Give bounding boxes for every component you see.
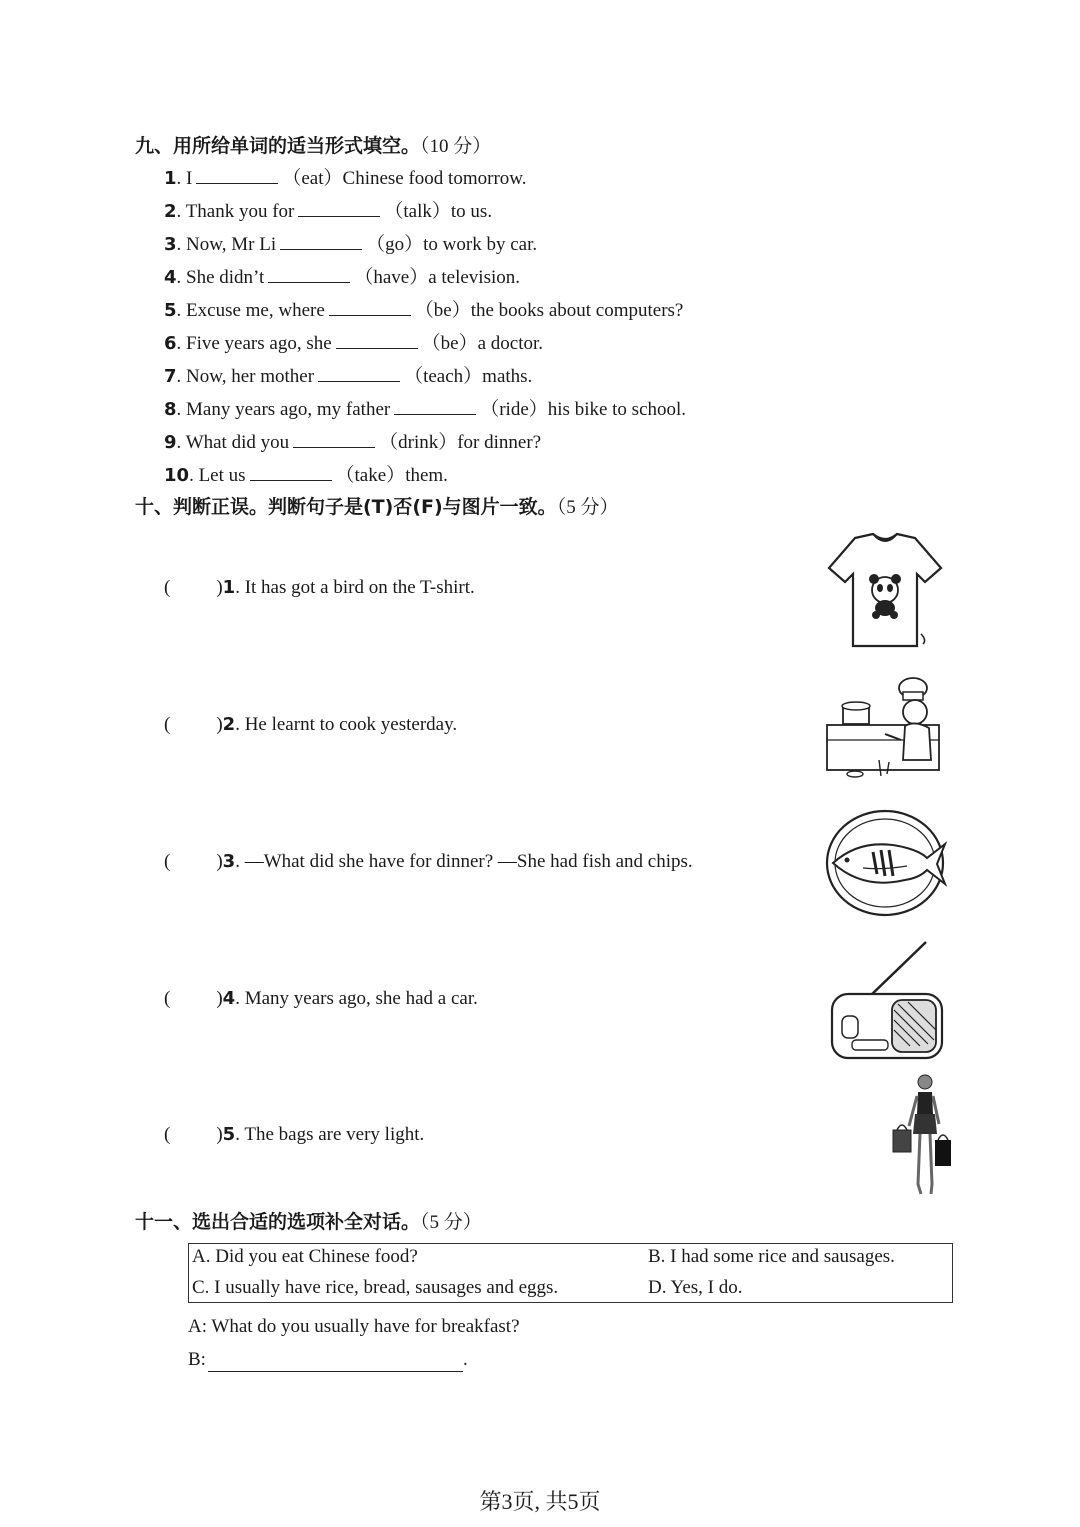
item-suffix-text: a doctor. bbox=[477, 333, 544, 354]
item-prefix-text: . She didn’t bbox=[176, 267, 265, 288]
item-suffix-text: maths. bbox=[482, 366, 533, 387]
answer-box[interactable] bbox=[170, 577, 216, 599]
paren-close: ) bbox=[216, 1124, 223, 1145]
fill-blank-item bbox=[164, 163, 527, 190]
true-false-item bbox=[164, 1124, 424, 1146]
item-number: 6 bbox=[164, 333, 177, 354]
fill-blank-item bbox=[164, 394, 686, 421]
option-d: D. Yes, I do. bbox=[648, 1277, 743, 1298]
true-false-item bbox=[164, 988, 478, 1010]
answer-box[interactable] bbox=[170, 714, 216, 736]
word-hint: （be） bbox=[421, 333, 478, 354]
dialog-b-prefix: B: bbox=[188, 1349, 206, 1370]
item-suffix-text: the books about computers? bbox=[470, 300, 684, 321]
item-suffix-text: his bike to school. bbox=[547, 399, 687, 420]
options-box bbox=[188, 1243, 953, 1303]
item-number: 5 bbox=[164, 300, 177, 321]
word-hint: （talk） bbox=[384, 201, 451, 222]
option-c: C. I usually have rice, bread, sausages and eggs. bbox=[192, 1277, 559, 1298]
statement-text: . He learnt to cook yesterday. bbox=[235, 714, 458, 735]
word-hint: （drink） bbox=[379, 432, 458, 453]
answer-blank[interactable] bbox=[293, 446, 375, 448]
word-hint: （have） bbox=[354, 267, 429, 288]
item-prefix-text: . Five years ago, she bbox=[176, 333, 332, 354]
woman-shopping-bags-icon bbox=[885, 1074, 955, 1200]
radio-icon bbox=[828, 940, 946, 1062]
panda-tshirt-icon bbox=[825, 530, 945, 652]
item-suffix-text: to us. bbox=[450, 201, 493, 222]
item-number: 8 bbox=[164, 399, 177, 420]
dialog-b-line bbox=[188, 1349, 468, 1372]
answer-blank[interactable] bbox=[394, 413, 476, 415]
item-number: 2 bbox=[164, 201, 177, 222]
paren-open: ( bbox=[164, 851, 171, 872]
true-false-item bbox=[164, 714, 457, 736]
answer-blank[interactable] bbox=[318, 380, 400, 382]
answer-box[interactable] bbox=[170, 851, 216, 873]
word-hint: （teach） bbox=[404, 366, 483, 387]
true-false-item bbox=[164, 577, 475, 599]
paren-open: ( bbox=[164, 1124, 171, 1145]
answer-blank[interactable] bbox=[280, 248, 362, 250]
item-suffix-text: to work by car. bbox=[423, 234, 538, 255]
item-suffix-text: them. bbox=[405, 465, 448, 486]
section-10-title bbox=[135, 492, 618, 519]
item-prefix-text: . Now, her mother bbox=[176, 366, 315, 387]
item-prefix-text: . Let us bbox=[189, 465, 246, 486]
cooking-boy-icon bbox=[825, 670, 945, 782]
fill-blank-item bbox=[164, 361, 532, 388]
word-hint: （take） bbox=[335, 465, 406, 486]
item-number: 10 bbox=[164, 465, 190, 486]
section-11-heading: 十一、选出合适的选项补全对话。 bbox=[135, 1211, 421, 1233]
section-10-score: （5 分） bbox=[556, 497, 619, 518]
word-hint: （ride） bbox=[480, 399, 548, 420]
item-number: 5 bbox=[222, 1124, 236, 1145]
item-number: 4 bbox=[164, 267, 177, 288]
answer-blank[interactable] bbox=[268, 281, 350, 283]
section-11-title bbox=[135, 1207, 482, 1234]
option-b: B. I had some rice and sausages. bbox=[648, 1246, 895, 1267]
item-prefix-text: . I bbox=[176, 168, 193, 189]
item-number: 7 bbox=[164, 366, 177, 387]
answer-box[interactable] bbox=[170, 1124, 216, 1146]
fill-blank-item bbox=[164, 328, 543, 355]
dialog-a-line: A: What do you usually have for breakfast? bbox=[188, 1316, 520, 1337]
statement-text: . Many years ago, she had a car. bbox=[235, 988, 478, 1009]
answer-blank[interactable] bbox=[250, 479, 332, 481]
word-hint: （go） bbox=[366, 234, 424, 255]
item-number: 3 bbox=[222, 851, 236, 872]
item-number: 2 bbox=[222, 714, 236, 735]
item-suffix-text: for dinner? bbox=[457, 432, 542, 453]
page-number: 第3页, 共5页 bbox=[479, 1489, 601, 1514]
fill-blank-item bbox=[164, 229, 537, 256]
section-9-score: （10 分） bbox=[420, 136, 492, 157]
item-prefix-text: . Excuse me, where bbox=[176, 300, 325, 321]
answer-blank[interactable] bbox=[196, 182, 278, 184]
answer-box[interactable] bbox=[170, 988, 216, 1010]
answer-blank[interactable] bbox=[329, 314, 411, 316]
item-number: 1 bbox=[222, 577, 236, 598]
word-hint: （eat） bbox=[282, 168, 343, 189]
dialog-b-answer-blank[interactable] bbox=[208, 1349, 463, 1372]
paren-open: ( bbox=[164, 577, 171, 598]
statement-text: . —What did she have for dinner? —She had fish and chips. bbox=[235, 851, 693, 872]
answer-blank[interactable] bbox=[298, 215, 380, 217]
item-number: 9 bbox=[164, 432, 177, 453]
paren-open: ( bbox=[164, 714, 171, 735]
item-number: 4 bbox=[222, 988, 236, 1009]
paren-close: ) bbox=[216, 714, 223, 735]
fill-blank-item bbox=[164, 295, 683, 322]
paren-close: ) bbox=[216, 577, 223, 598]
fill-blank-item bbox=[164, 262, 520, 289]
item-prefix-text: . Thank you for bbox=[176, 201, 295, 222]
item-suffix-text: Chinese food tomorrow. bbox=[342, 168, 527, 189]
paren-open: ( bbox=[164, 988, 171, 1009]
dialog-b-suffix: . bbox=[462, 1349, 468, 1370]
word-hint: （be） bbox=[414, 300, 471, 321]
fill-blank-item bbox=[164, 427, 541, 454]
section-9-heading: 九、用所给单词的适当形式填空。 bbox=[135, 135, 421, 157]
statement-text: . The bags are very light. bbox=[235, 1124, 425, 1145]
item-prefix-text: . Now, Mr Li bbox=[176, 234, 277, 255]
item-suffix-text: a television. bbox=[428, 267, 521, 288]
paren-close: ) bbox=[216, 851, 223, 872]
statement-text: . It has got a bird on the T-shirt. bbox=[235, 577, 475, 598]
true-false-item bbox=[164, 851, 693, 873]
section-10-heading: 十、判断正误。判断句子是(T)否(F)与图片一致。 bbox=[135, 496, 557, 518]
option-a: A. Did you eat Chinese food? bbox=[192, 1246, 418, 1267]
paren-close: ) bbox=[216, 988, 223, 1009]
item-prefix-text: . What did you bbox=[176, 432, 290, 453]
answer-blank[interactable] bbox=[336, 347, 418, 349]
item-prefix-text: . Many years ago, my father bbox=[176, 399, 391, 420]
item-number: 1 bbox=[164, 168, 177, 189]
section-9-title bbox=[135, 131, 491, 158]
section-11-score: （5 分） bbox=[420, 1212, 482, 1233]
fill-blank-item bbox=[164, 460, 448, 487]
fill-blank-item bbox=[164, 196, 492, 223]
fish-plate-icon bbox=[823, 808, 949, 920]
item-number: 3 bbox=[164, 234, 177, 255]
